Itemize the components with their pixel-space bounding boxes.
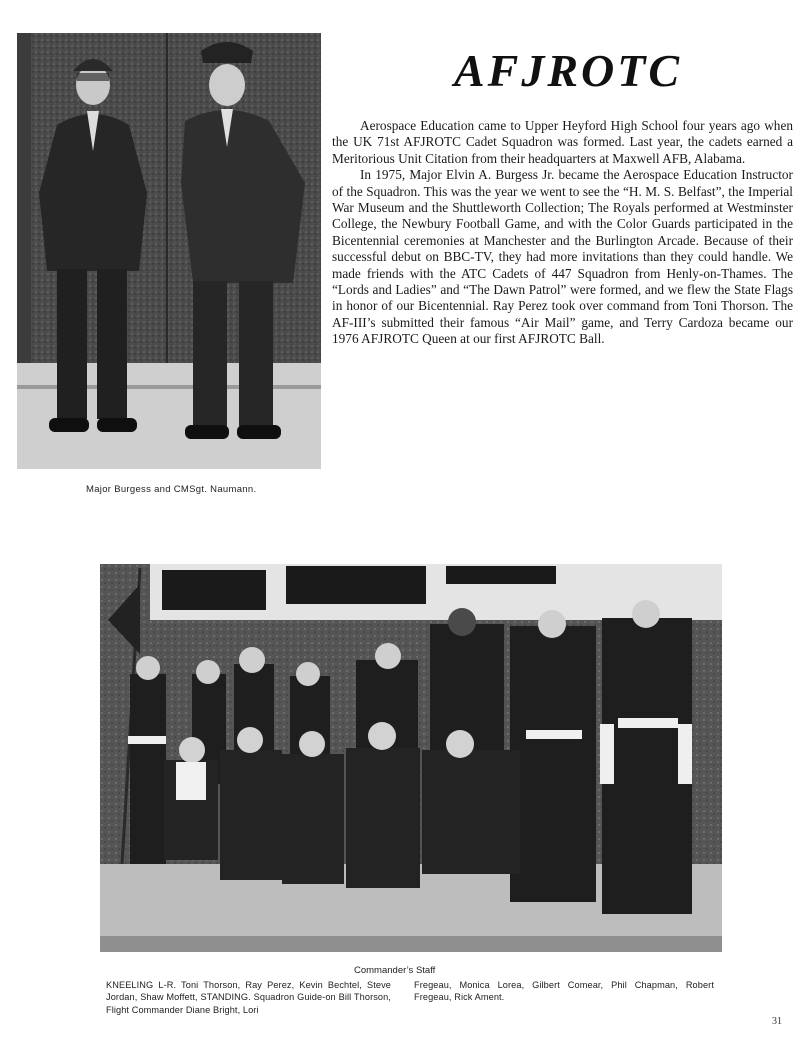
- article-paragraph-1: Aerospace Education came to Upper Heyford High School four years ago when the UK 71st AFJROTC Cadet Squadron was formed. Last year, the cadets earned a Meritorious Unit Citation from their headquarters at Maxwell AFB, Alabama.: [332, 118, 793, 166]
- article-paragraph-2: In 1975, Major Elvin A. Burgess Jr. became the Aerospace Education Instructor of the Squadron. This was the year we went to see the “H. M. S. Belfast”, the Imperial War Museum and the Shuttleworth Collection; The Royals performed at Westminster College, the Newbury Football Game, and with the Color Guards participated in the Bicentennial ceremonies at Manchester and the Burlington Arcade. Because of their successful debut on BBC-TV, they had more invitations than they could handle. We made friends with the ATC Cadets of 447 Squadron from Henly-on-Thames. The “Lords and Ladies” and “The Dawn Patrol” were formed, and we flew the State Flags in honor of our Bicentennial. Ray Perez took over command from Toni Thorson. The AF-III’s submitted their famous “Air Mail” game, and Terry Cardoza became our 1976 AFJROTC Queen at our first AFJROTC Ball.: [332, 167, 793, 347]
- page-number: 31: [772, 1016, 782, 1027]
- photo-officers-caption: Major Burgess and CMSgt. Naumann.: [86, 484, 257, 495]
- photo-officers-image: [17, 33, 321, 469]
- photo-staff-caption-title: Commander’s Staff: [354, 965, 436, 976]
- photo-staff-caption-column-2: Fregeau, Monica Lorea, Gilbert Comear, Phil Chapman, Robert Fregeau, Rick Ament.: [414, 980, 714, 1003]
- photo-commanders-staff-image: [100, 564, 722, 952]
- page-title: AFJROTC: [453, 45, 683, 96]
- article-body: [332, 118, 793, 348]
- photo-staff-caption-column-1: KNEELING L-R. Toni Thorson, Ray Perez, Kevin Bechtel, Steve Jordan, Shaw Moffett, STANDING. Squadron Guide-on Bill Thorson, Flight Commander Diane Bright, Lori: [106, 980, 391, 1015]
- photo-commanders-staff: [100, 564, 722, 952]
- photo-officers: [17, 33, 321, 469]
